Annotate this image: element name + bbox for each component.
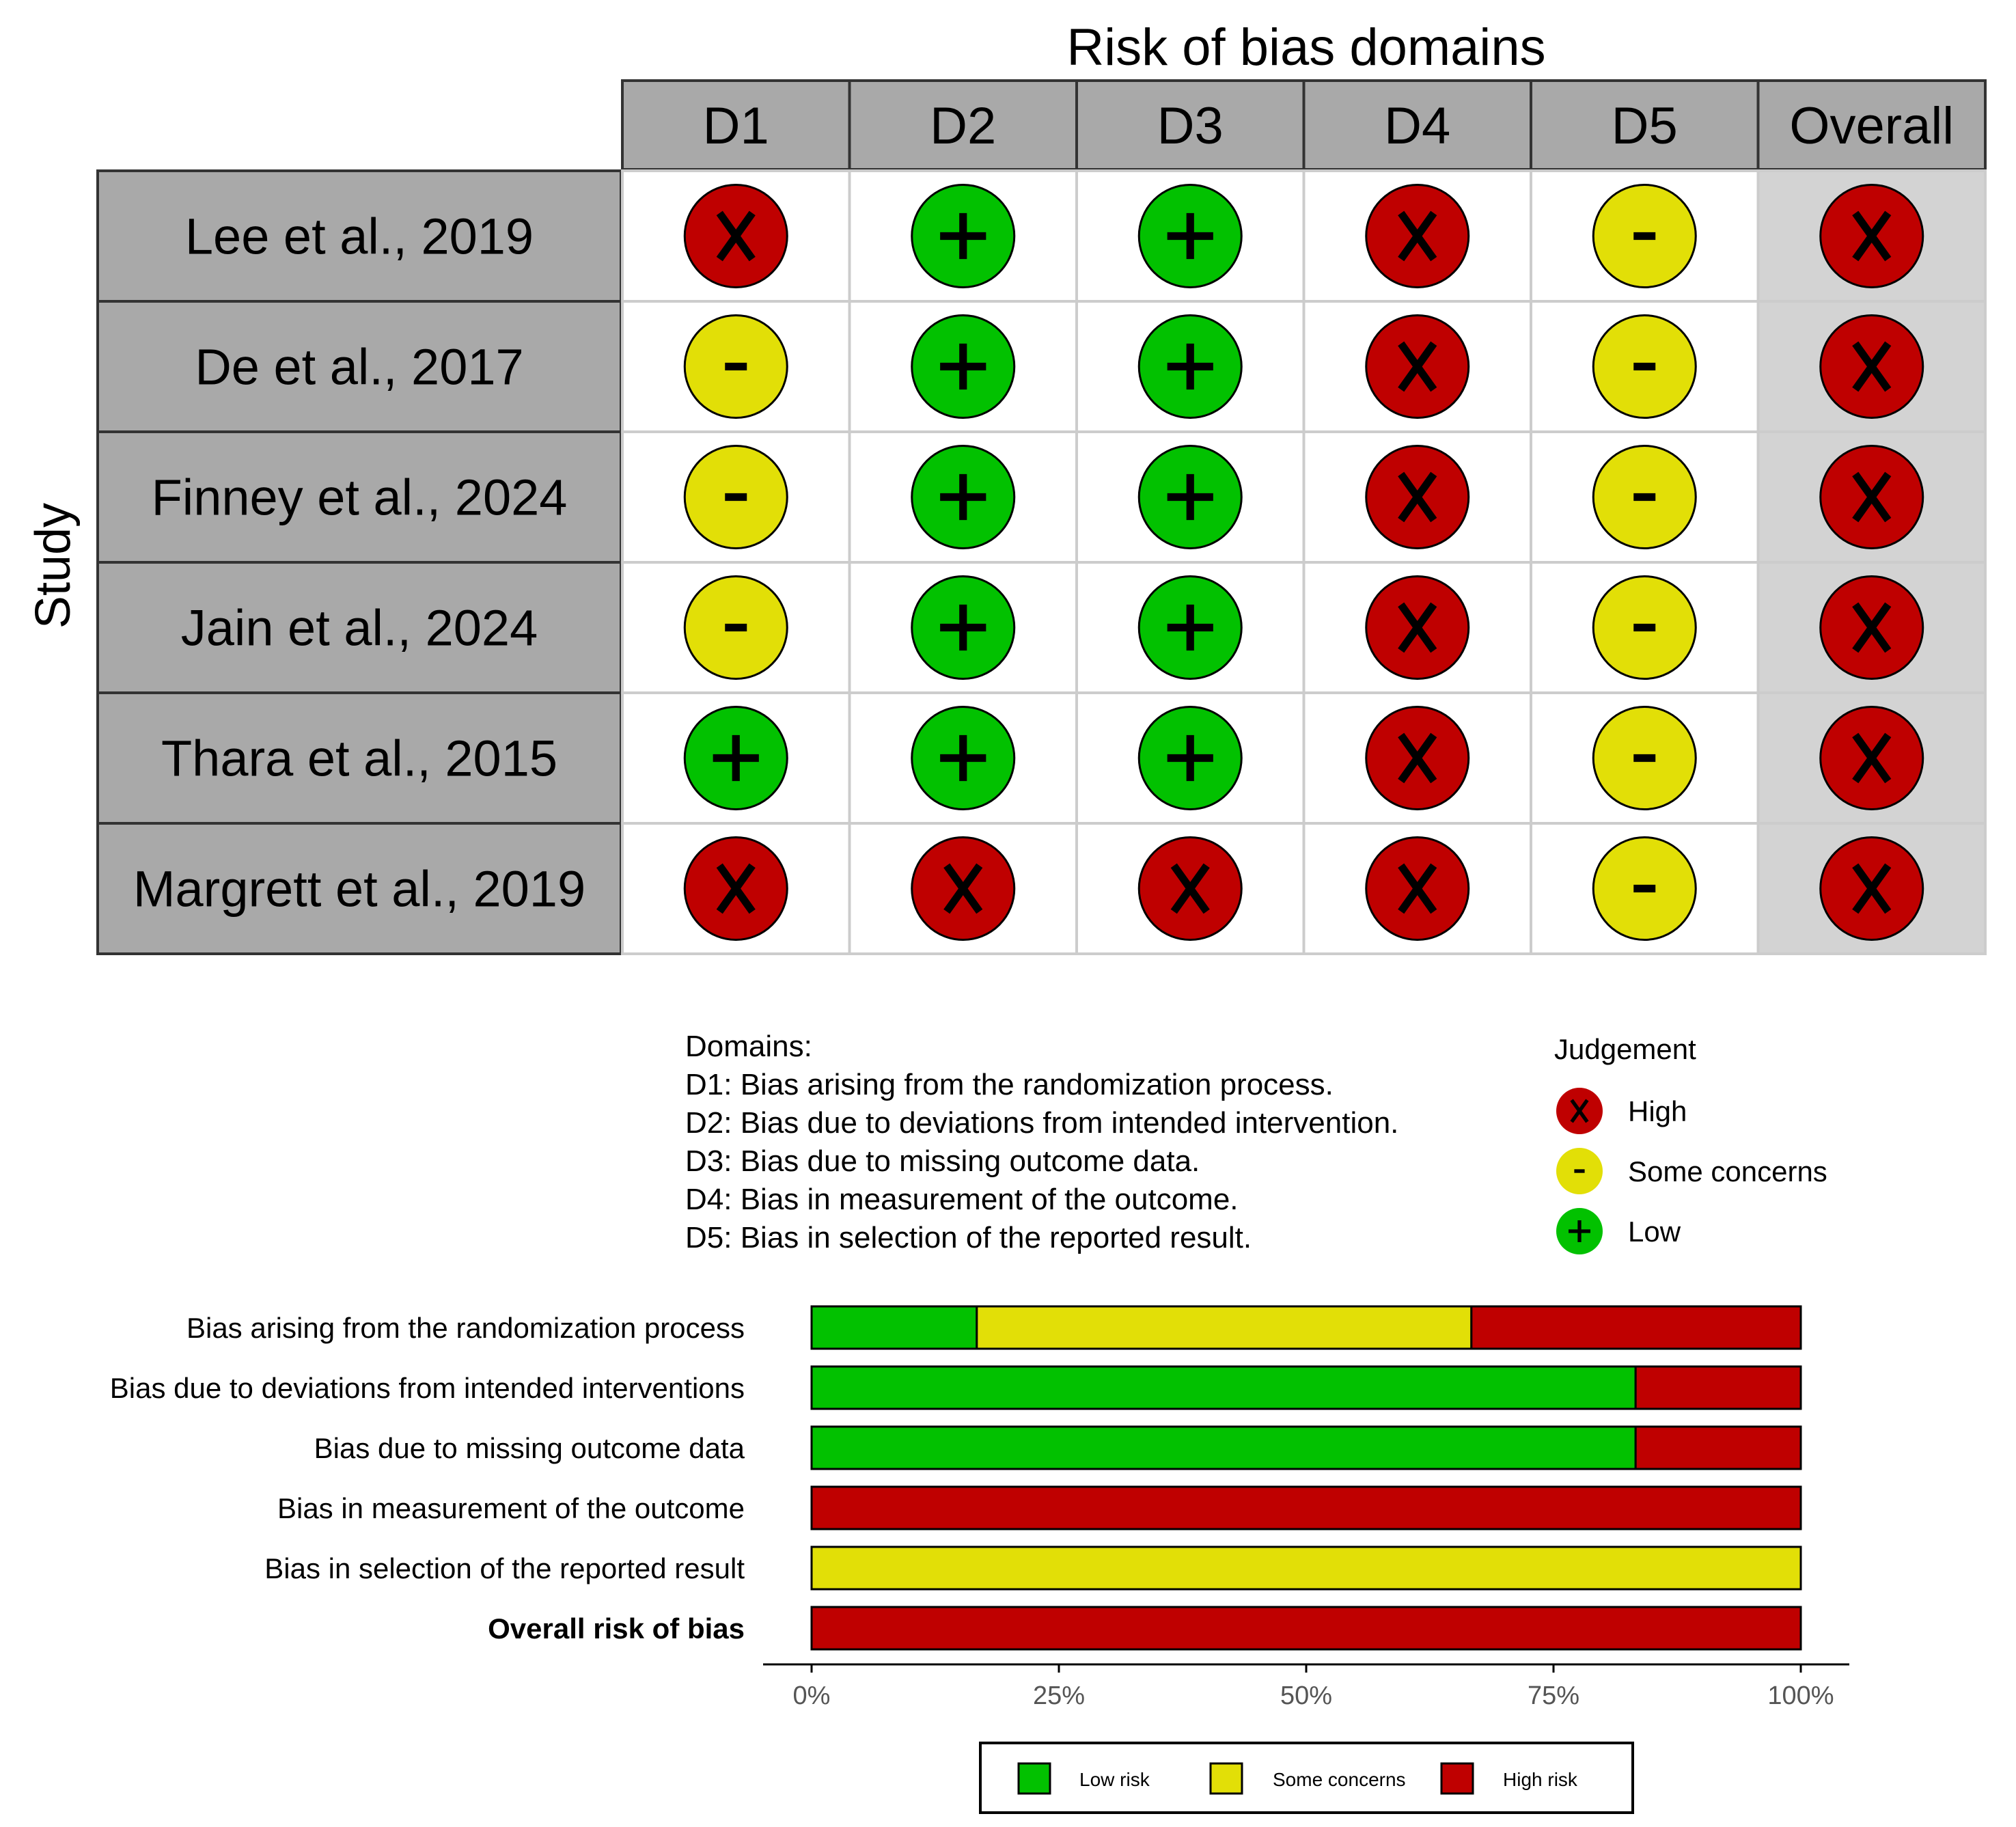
judgement-high-d1 <box>685 838 787 940</box>
bar-row-bias-arising-from-the-randomization-process <box>812 1306 1801 1349</box>
study-label: De et al., 2017 <box>195 338 524 396</box>
judgement-high-overall <box>1821 707 1923 810</box>
judgement-some-concerns-d5 <box>1593 185 1696 288</box>
x-tick-label: 25% <box>1032 1681 1086 1710</box>
header-d3 <box>1077 81 1304 169</box>
header-d4-label: D4 <box>1384 97 1451 155</box>
header-d1-label: D1 <box>702 97 769 155</box>
study-row-margrett-et-al-2019 <box>98 823 1985 954</box>
legend-label: High risk <box>1503 1769 1577 1790</box>
judgement-some-concerns-d1 <box>685 577 787 679</box>
bar-segment-low-risk <box>812 1366 1635 1409</box>
legend-label: Some concerns <box>1273 1769 1406 1790</box>
judgement-some-concerns-d5 <box>1593 446 1696 549</box>
header-d2 <box>850 81 1077 169</box>
x-tick-label: 75% <box>1527 1681 1580 1710</box>
judgement-low-d3 <box>1139 577 1241 679</box>
study-label: Margrett et al., 2019 <box>133 860 586 918</box>
judgement-high-d4 <box>1366 838 1469 940</box>
judgement-high-overall <box>1821 838 1923 940</box>
bar-row-bias-in-measurement-of-the-outcome <box>812 1487 1801 1529</box>
bar-row-bias-due-to-missing-outcome-data <box>812 1427 1801 1469</box>
study-row-lee-et-al-2019 <box>98 171 1985 301</box>
bar-segment-low-risk <box>812 1427 1635 1469</box>
summary-legend <box>980 1743 1633 1813</box>
bar-segment-high-risk <box>812 1487 1801 1529</box>
domain-description-d3: D3: Bias due to missing outcome data. <box>685 1144 1200 1178</box>
judgement-high-overall <box>1821 316 1923 418</box>
bar-row-bias-in-selection-of-the-reported-result <box>812 1547 1801 1589</box>
category-label-bias-in-selection-of-the-reported-result: Bias in selection of the reported result <box>264 1552 745 1584</box>
header-overall-label: Overall <box>1789 97 1955 155</box>
x-tick-label: 100% <box>1767 1681 1834 1710</box>
domain-header-row <box>622 81 1985 169</box>
judgement-high-d1 <box>685 185 787 288</box>
judgement-high-overall <box>1821 577 1923 679</box>
study-label: Lee et al., 2019 <box>184 208 534 265</box>
study-label: Finney et al., 2024 <box>151 469 568 526</box>
domain-description-d1: D1: Bias arising from the randomization process. <box>685 1068 1334 1101</box>
judgement-low-d2 <box>912 446 1014 549</box>
judgement-low-d1 <box>685 707 787 810</box>
judgement-low-d2 <box>912 316 1014 418</box>
judgement-high-d3 <box>1139 838 1241 940</box>
judgement-high-d4 <box>1366 185 1469 288</box>
domain-description-d2: D2: Bias due to deviations from intended intervention. <box>685 1106 1399 1140</box>
study-rows <box>98 171 1985 954</box>
study-label: Jain et al., 2024 <box>180 599 538 657</box>
traffic-light-plot <box>26 18 1985 954</box>
header-overall <box>1758 81 1986 169</box>
x-tick-label: 50% <box>1280 1681 1333 1710</box>
judgement-high-overall <box>1821 446 1923 549</box>
study-row-jain-et-al-2024 <box>98 562 1985 693</box>
summary-x-axis <box>763 1664 1849 1710</box>
header-d4 <box>1304 81 1532 169</box>
legend-label: Low risk <box>1079 1769 1150 1790</box>
domain-description-d5: D5: Bias in selection of the reported result. <box>685 1221 1252 1254</box>
judgement-low-d2 <box>912 185 1014 288</box>
judgement-some-concerns-d5 <box>1593 577 1696 679</box>
bar-segment-some-concerns <box>977 1306 1472 1349</box>
judgement-low-d3 <box>1139 707 1241 810</box>
judgement-legend-item-some-concerns <box>1556 1148 1827 1194</box>
category-label-bias-due-to-missing-outcome-data: Bias due to missing outcome data <box>314 1432 745 1464</box>
bar-segment-high-risk <box>1635 1427 1801 1469</box>
header-d2-label: D2 <box>930 97 997 155</box>
legend-swatch <box>1441 1763 1473 1794</box>
category-label-bias-in-measurement-of-the-outcome: Bias in measurement of the outcome <box>277 1492 745 1524</box>
summary-category-labels <box>110 1312 745 1645</box>
summary-bar-chart <box>110 1306 1849 1813</box>
header-d3-label: D3 <box>1157 97 1224 155</box>
header-d1 <box>622 81 850 169</box>
bar-row-overall-risk-of-bias <box>812 1607 1801 1649</box>
legend-swatch <box>1211 1763 1242 1794</box>
bar-segment-high-risk <box>812 1607 1801 1649</box>
bar-segment-some-concerns <box>812 1547 1801 1589</box>
judgement-legend-title: Judgement <box>1554 1033 1696 1065</box>
judgement-low-d3 <box>1139 316 1241 418</box>
judgement-legend-item-low <box>1556 1208 1681 1254</box>
bar-row-bias-due-to-deviations-from-intended-interventions <box>812 1366 1801 1409</box>
category-label-overall-risk-of-bias: Overall risk of bias <box>488 1612 745 1645</box>
study-row-thara-et-al-2015 <box>98 693 1985 823</box>
judgement-some-concerns-d1 <box>685 316 787 418</box>
judgement-legend <box>1554 1033 1827 1254</box>
study-axis-label: Study <box>26 502 81 629</box>
judgement-some-concerns-d5 <box>1593 838 1696 940</box>
bar-segment-high-risk <box>1472 1306 1801 1349</box>
summary-bars <box>812 1306 1801 1649</box>
legend-label: Some concerns <box>1628 1155 1827 1187</box>
judgement-legend-item-high <box>1556 1088 1687 1134</box>
judgement-high-d4 <box>1366 316 1469 418</box>
study-row-finney-et-al-2024 <box>98 432 1985 562</box>
judgement-high-d2 <box>912 838 1014 940</box>
legend-swatch <box>1019 1763 1050 1794</box>
judgement-high-d4 <box>1366 446 1469 549</box>
traffic-light-title: Risk of bias domains <box>1066 18 1546 77</box>
judgement-low-d2 <box>912 577 1014 679</box>
x-tick-label: 0% <box>792 1681 831 1710</box>
bar-segment-high-risk <box>1635 1366 1801 1409</box>
judgement-low-d2 <box>912 707 1014 810</box>
judgement-low-d3 <box>1139 446 1241 549</box>
judgement-high-overall <box>1821 185 1923 288</box>
domains-heading: Domains: <box>685 1030 812 1063</box>
judgement-some-concerns-d1 <box>685 446 787 549</box>
study-label: Thara et al., 2015 <box>161 730 558 787</box>
judgement-high-d4 <box>1366 577 1469 679</box>
header-d5 <box>1531 81 1758 169</box>
judgement-low-d3 <box>1139 185 1241 288</box>
judgement-some-concerns-d5 <box>1593 316 1696 418</box>
legend-label: Low <box>1628 1215 1681 1248</box>
legend-label: High <box>1628 1095 1687 1127</box>
judgement-high-d4 <box>1366 707 1469 810</box>
study-row-de-et-al-2017 <box>98 301 1985 432</box>
domain-description-d4: D4: Bias in measurement of the outcome. <box>685 1183 1239 1216</box>
category-label-bias-due-to-deviations-from-intended-interventions: Bias due to deviations from intended interventions <box>109 1372 745 1404</box>
category-label-bias-arising-from-the-randomization-process: Bias arising from the randomization process <box>186 1312 745 1344</box>
judgement-some-concerns-d5 <box>1593 707 1696 810</box>
bar-segment-low-risk <box>812 1306 977 1349</box>
header-d5-label: D5 <box>1611 97 1678 155</box>
domains-description <box>685 1030 1398 1254</box>
